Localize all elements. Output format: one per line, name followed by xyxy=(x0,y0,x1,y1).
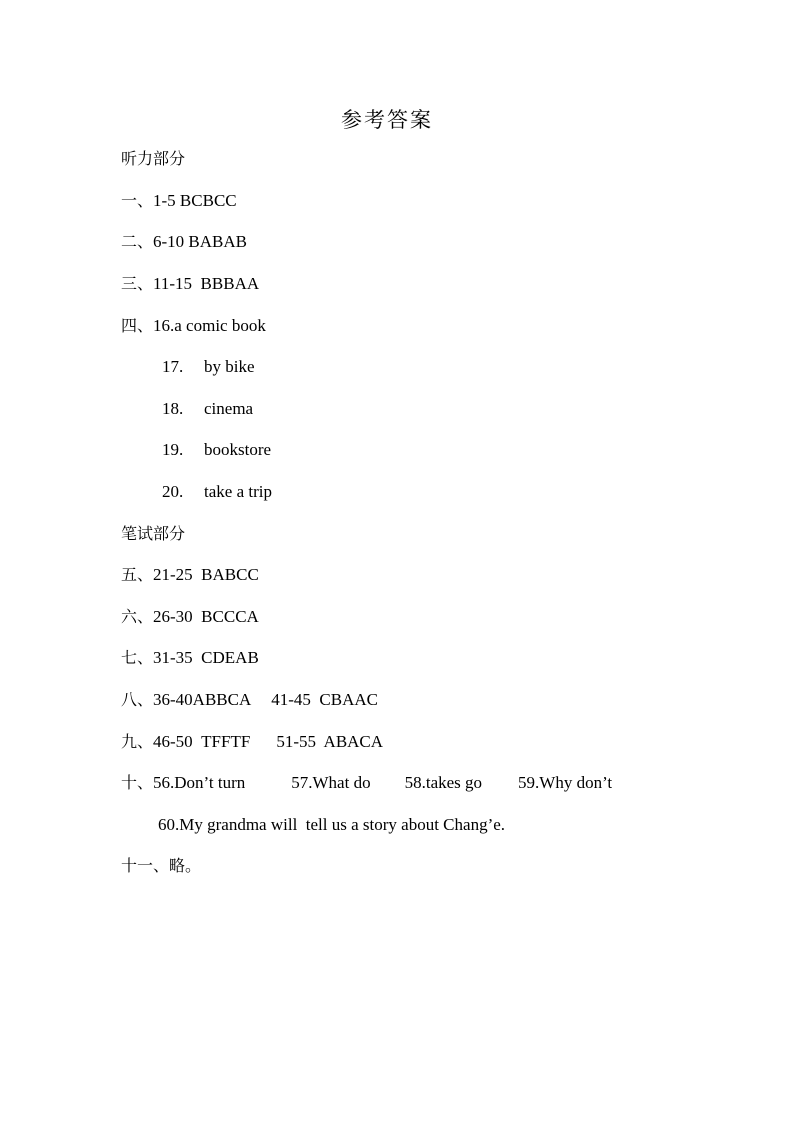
answer-text: 36-40ABBCA xyxy=(153,690,252,709)
section-label: 十一、 xyxy=(121,856,170,875)
answer-text: 21-25 BABCC xyxy=(153,565,259,584)
question-number: 17. xyxy=(162,357,184,376)
answer-text: bookstore xyxy=(204,440,272,459)
answer-text: 26-30 BCCCA xyxy=(153,607,259,626)
answer-text: take a trip xyxy=(204,482,272,501)
answer-line-7 xyxy=(121,647,259,669)
section-label: 五、 xyxy=(121,565,154,584)
section-label: 八、 xyxy=(121,690,154,709)
sub-answer-20 xyxy=(162,481,272,503)
sub-answer-18 xyxy=(162,398,253,420)
sub-answer-17 xyxy=(162,356,255,378)
answer-line-8 xyxy=(121,689,378,711)
answer-line-6 xyxy=(121,606,259,628)
answer-text: 59.Why don’t xyxy=(518,773,613,792)
answer-text: cinema xyxy=(204,399,254,418)
answer-text: 60.My grandma will tell us a story about Chang’e. xyxy=(158,815,506,834)
question-number: 18. xyxy=(162,399,184,418)
answer-text: 11-15 BBBAA xyxy=(153,274,260,293)
answer-line-10-cont xyxy=(158,814,505,836)
answer-text: 1-5 BCBCC xyxy=(153,191,237,210)
answer-line-9 xyxy=(121,731,383,753)
section-label: 六、 xyxy=(121,607,154,626)
answer-text: 56.Don’t turn xyxy=(153,773,246,792)
answer-text: by bike xyxy=(204,357,255,376)
section-label: 九、 xyxy=(121,732,154,751)
answer-text: 6-10 BABAB xyxy=(153,232,247,251)
answer-text: 16.a comic book xyxy=(153,316,266,335)
answer-text: 51-55 ABACA xyxy=(276,732,384,751)
listening-heading: 听力部分 xyxy=(121,149,186,168)
answer-line-1 xyxy=(121,190,237,212)
written-heading: 笔试部分 xyxy=(121,524,186,543)
answer-line-5 xyxy=(121,564,259,586)
answer-line-11 xyxy=(121,855,201,877)
section-label: 四、 xyxy=(121,316,154,335)
section-label: 一、 xyxy=(121,191,154,210)
question-number: 19. xyxy=(162,440,184,459)
answer-line-4 xyxy=(121,315,266,337)
section-label: 二、 xyxy=(121,232,154,251)
answer-text: 58.takes go xyxy=(404,773,483,792)
sub-answer-19 xyxy=(162,439,271,461)
section-label: 七、 xyxy=(121,648,154,667)
answer-text: 57.What do xyxy=(291,773,371,792)
section-label: 三、 xyxy=(121,274,154,293)
answer-text: 41-45 CBAAC xyxy=(271,690,378,709)
answer-line-2 xyxy=(121,231,247,253)
question-number: 20. xyxy=(162,482,184,501)
answer-text: 略。 xyxy=(169,856,202,875)
page-title: 参考答案 xyxy=(341,108,433,132)
answer-text: 46-50 TFFTF xyxy=(153,732,251,751)
section-label: 十、 xyxy=(121,773,154,792)
answer-line-3 xyxy=(121,273,259,295)
answer-line-10 xyxy=(121,772,612,794)
answer-text: 31-35 CDEAB xyxy=(153,648,259,667)
